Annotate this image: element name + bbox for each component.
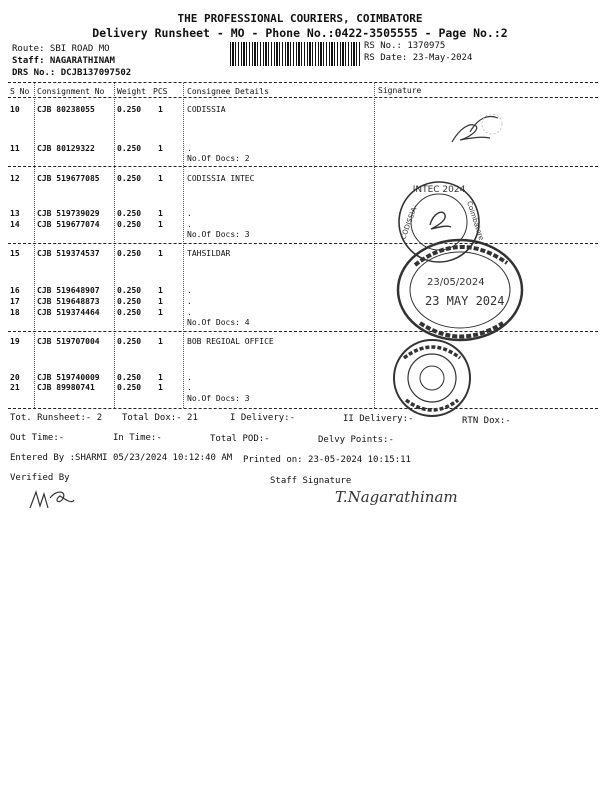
row-weight: 0.250 (117, 174, 142, 183)
stamp-text-top: INTEC 2024 (412, 185, 466, 195)
row-consignment: CJB 80238055 (37, 105, 95, 114)
row-sno: 14 (10, 220, 20, 229)
entered-by: Entered By :SHARMI 05/23/2024 10:12:40 AM (10, 453, 233, 463)
row-weight: 0.250 (117, 297, 142, 306)
row-sno: 10 (10, 105, 20, 114)
row-weight: 0.250 (117, 286, 142, 295)
row-details: TAHSILDAR (187, 249, 231, 258)
date-stamp (395, 235, 525, 345)
column-line (114, 83, 115, 408)
row-weight: 0.250 (117, 105, 142, 114)
verified-signature (28, 486, 78, 514)
stamp-date: 23 MAY 2024 (425, 294, 505, 308)
total-pod: Total POD:- (210, 434, 270, 444)
row-details: . (187, 308, 192, 317)
row-consignment: CJB 519740009 (37, 373, 100, 382)
docs-count: No.Of Docs: 3 (187, 394, 250, 403)
route-label: Route: SBI ROAD MO (12, 44, 110, 54)
row-consignment: CJB 519648907 (37, 286, 100, 295)
row-details: . (187, 286, 192, 295)
row-consignment: CJB 519374464 (37, 308, 100, 317)
row-sno: 16 (10, 286, 20, 295)
row-sno: 18 (10, 308, 20, 317)
rs-number: RS No.: 1370975 (364, 41, 446, 51)
column-line (374, 83, 375, 408)
out-time: Out Time:- (10, 433, 65, 443)
row-weight: 0.250 (117, 144, 142, 153)
in-time: In Time:- (113, 433, 162, 443)
staff-signature (335, 486, 485, 508)
row-details: . (187, 383, 192, 392)
col-pcs: PCS (153, 87, 168, 96)
row-weight: 0.250 (117, 220, 142, 229)
total-runsheet: Tot. Runsheet:- 2 (10, 413, 103, 423)
stamp-text-right: Coimbatore (465, 200, 486, 242)
row-details: BOB REGIOAL OFFICE (187, 337, 274, 346)
row-consignment: CJB 519677074 (37, 220, 100, 229)
verified-by: Verified By (10, 473, 70, 483)
row-pcs: 1 (158, 383, 163, 392)
row-pcs: 1 (158, 144, 163, 153)
docs-count: No.Of Docs: 2 (187, 154, 250, 163)
company-title: THE PROFESSIONAL COURIERS, COIMBATORE (177, 12, 423, 25)
row-sno: 19 (10, 337, 20, 346)
handwritten-date: 23/05/2024 (427, 277, 485, 288)
staff-label: Staff: NAGARATHINAM (12, 56, 115, 66)
row-weight: 0.250 (117, 383, 142, 392)
row-pcs: 1 (158, 308, 163, 317)
row-sno: 20 (10, 373, 20, 382)
rs-date: RS Date: 23-May-2024 (364, 53, 473, 63)
row-weight: 0.250 (117, 373, 142, 382)
row-pcs: 1 (158, 105, 163, 114)
row-sno: 11 (10, 144, 20, 153)
signature-scribble (440, 108, 510, 158)
row-details: . (187, 297, 192, 306)
staff-signature-label: Staff Signature (270, 476, 352, 486)
docs-count: No.Of Docs: 3 (187, 230, 250, 239)
i-delivery: I Delivery:- (230, 413, 296, 423)
runsheet-title: Delivery Runsheet - MO - Phone No.:0422-3505555 - Page No.:2 (92, 26, 508, 40)
row-weight: 0.250 (117, 337, 142, 346)
row-weight: 0.250 (117, 308, 142, 317)
col-weight: Weight (117, 87, 146, 96)
row-weight: 0.250 (117, 249, 142, 258)
row-sno: 13 (10, 209, 20, 218)
row-consignment: CJB 519677085 (37, 174, 100, 183)
staff-signature-text: T.Nagarathinam (335, 488, 458, 506)
rtn-dox: RTN Dox:- (462, 416, 511, 426)
row-consignment: CJB 519739029 (37, 209, 100, 218)
row-sno: 12 (10, 174, 20, 183)
row-consignment: CJB 519648873 (37, 297, 100, 306)
barcode (230, 42, 360, 66)
delvy-points: Delvy Points:- (318, 435, 394, 445)
round-stamp (392, 338, 472, 418)
printed-on: Printed on: 23-05-2024 10:15:11 (243, 455, 411, 465)
row-pcs: 1 (158, 249, 163, 258)
row-details: . (187, 220, 192, 229)
divider (8, 97, 598, 98)
row-details: . (187, 144, 192, 153)
column-line (183, 83, 184, 408)
stamp-text-left: CODISSIA- (399, 204, 420, 241)
row-sno: 15 (10, 249, 20, 258)
col-sno: S No (10, 87, 30, 96)
drs-number: DRS No.: DCJB137097502 (12, 68, 132, 78)
row-pcs: 1 (158, 174, 163, 183)
divider (8, 166, 598, 167)
row-consignment: CJB 519707004 (37, 337, 100, 346)
row-details: CODISSIA (187, 105, 226, 114)
col-consignment: Consignment No (37, 87, 105, 96)
row-pcs: 1 (158, 297, 163, 306)
row-consignment: CJB 89980741 (37, 383, 95, 392)
total-dox: Total Dox:- 21 (122, 413, 198, 423)
divider (8, 82, 598, 83)
docs-count: No.Of Docs: 4 (187, 318, 250, 327)
row-pcs: 1 (158, 209, 163, 218)
row-consignment: CJB 519374537 (37, 249, 100, 258)
column-line (34, 83, 35, 408)
col-signature: Signature (378, 86, 422, 95)
row-consignment: CJB 80129322 (37, 144, 95, 153)
row-details: . (187, 373, 192, 382)
row-weight: 0.250 (117, 209, 142, 218)
row-pcs: 1 (158, 337, 163, 346)
row-details: . (187, 209, 192, 218)
row-pcs: 1 (158, 220, 163, 229)
ii-delivery: II Delivery:- (343, 414, 414, 424)
row-sno: 21 (10, 383, 20, 392)
row-pcs: 1 (158, 286, 163, 295)
row-sno: 17 (10, 297, 20, 306)
row-details: CODISSIA INTEC (187, 174, 255, 183)
row-pcs: 1 (158, 373, 163, 382)
divider (8, 408, 598, 409)
col-details: Consignee Details (187, 87, 269, 96)
